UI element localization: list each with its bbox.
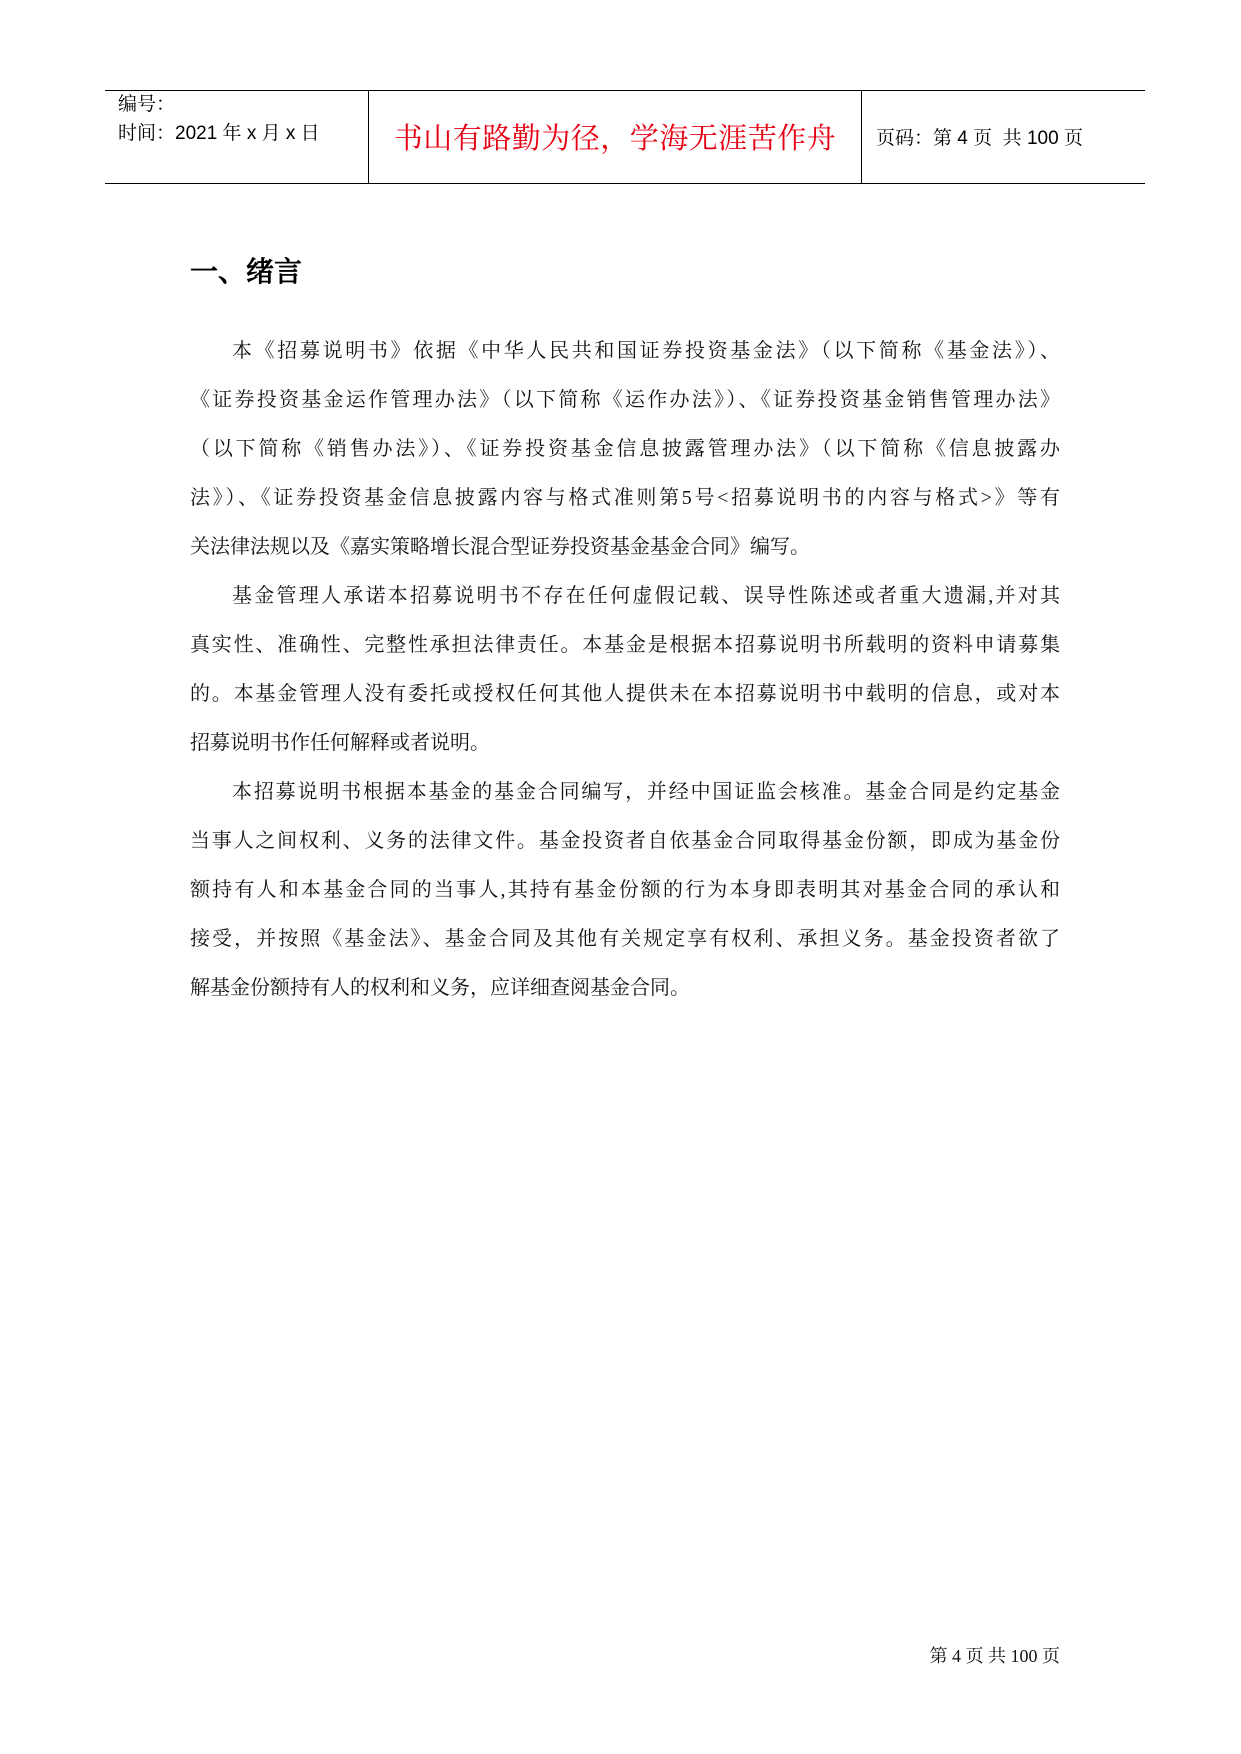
paragraph-line: 本《招募说明书》依据《中华人民共和国证券投资基金法》（以下简称《基金法》）、 [232,340,1060,362]
header-motto-cell [369,91,862,183]
header-page-info: 页码：第 4 页 共 100 页 [876,128,1083,149]
paragraph-line: 真实性、准确性、完整性承担法律责任。本基金是根据本招募说明书所载明的资料申请募集 [190,634,1060,656]
paragraph-line: 当事人之间权利、义务的法律文件。基金投资者自依基金合同取得基金份额，即成为基金份 [190,830,1060,852]
paragraph-line: 招募说明书作任何解释或者说明。 [190,732,490,754]
paragraph-2 [190,572,1060,768]
paragraph-line: 基金管理人承诺本招募说明书不存在任何虚假记载、误导性陈述或者重大遗漏,并对其 [232,585,1060,607]
page-footer-number: 第 4 页 共 100 页 [929,1646,1060,1666]
paragraph-line: 《证券投资基金运作管理办法》（以下简称《运作办法》）、《证券投资基金销售管理办法》 [190,389,1060,411]
paragraph-line: 关法律法规以及《嘉实策略增长混合型证券投资基金基金合同》编写。 [190,536,810,558]
paragraph-line: （以下简称《销售办法》）、《证券投资基金信息披露管理办法》（以下简称《信息披露办 [190,438,1060,460]
paragraph-1 [190,327,1060,572]
paragraph-line: 接受，并按照《基金法》、基金合同及其他有关规定享有权利、承担义务。基金投资者欲了 [190,928,1060,950]
serial-number-label: 编号： [118,94,176,115]
paragraph-line: 额持有人和本基金合同的当事人,其持有基金份额的行为本身即表明其对基金合同的承认和 [190,879,1060,901]
paragraph-line: 的。本基金管理人没有委托或授权任何其他人提供未在本招募说明书中载明的信息，或对本 [190,683,1060,705]
paragraph-3 [190,768,1060,1013]
paragraph-line: 法》）、《证券投资基金信息披露内容与格式准则第5号<招募说明书的内容与格式>》等有 [190,487,1060,509]
paragraph-line: 解基金份额持有人的权利和义务，应详细查阅基金合同。 [190,977,690,999]
document-header [105,90,1145,184]
header-page-cell [862,91,1145,183]
section-body [190,327,1060,1013]
header-meta-cell [105,91,369,183]
paragraph-line: 本招募说明书根据本基金的基金合同编写，并经中国证监会核准。基金合同是约定基金 [232,781,1060,803]
time-label: 时间：2021 年 x 月 x 日 [118,123,320,144]
section-heading: 一、绪言 [190,256,303,287]
motto: 书山有路勤为径，学海无涯苦作舟 [393,123,837,155]
